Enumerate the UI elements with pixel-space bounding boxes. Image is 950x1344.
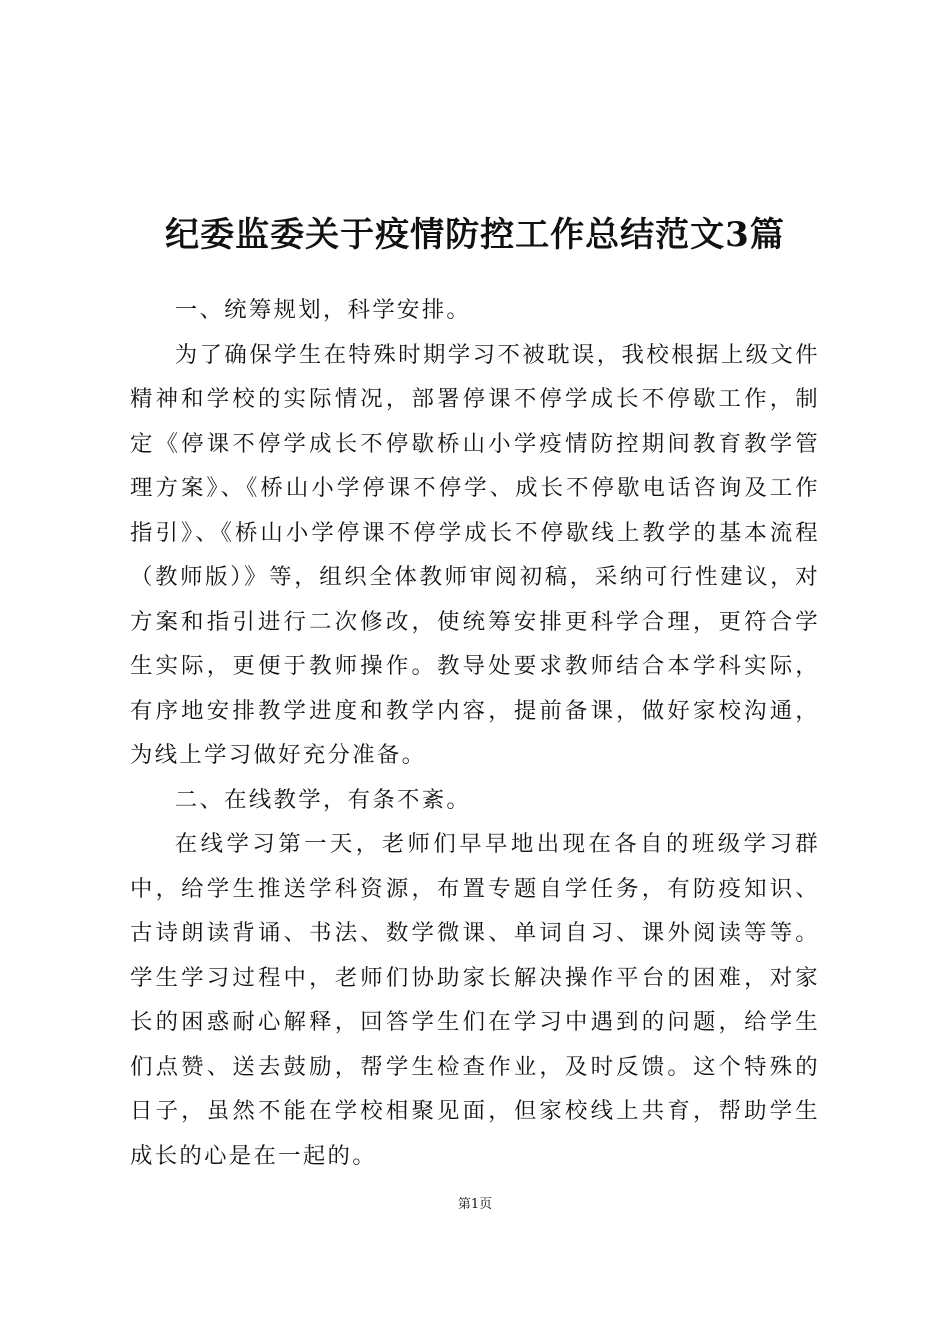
document-body	[130, 288, 820, 1178]
section-heading: 二、在线教学，有条不紊。	[174, 786, 472, 813]
body-paragraph: 为了确保学生在特殊时期学习不被耽误，我校根据上级文件精神和学校的实际情况，部署停课不停学成长不停歇工作，制定《停课不停学成长不停歇桥山小学疫情防控期间教育教学管理方案》、《桥山小学停课不停学、成长不停歇电话咨询及工作指引》、《桥山小学停课不停学成长不停歇线上教学的基本流程（教师版）》等，组织全体教师审阅初稿，采纳可行性建议，对方案和指引进行二次修改，使统筹安排更科学合理，更符合学生实际，更便于教师操作。教导处要求教师结合本学科实际，有序地安排教学进度和教学内容，提前备课，做好家校沟通，为线上学习做好充分准备。	[130, 341, 820, 768]
body-paragraph: 在线学习第一天，老师们早早地出现在各自的班级学习群中，给学生推送学科资源，布置专题自学任务，有防疫知识、古诗朗读背诵、书法、数学微课、单词自习、课外阅读等等。学生学习过程中，老师们协助家长解决操作平台的困难，对家长的困惑耐心解释，回答学生们在学习中遇到的问题，给学生们点赞、送去鼓励，帮学生检查作业，及时反馈。这个特殊的日子，虽然不能在学校相聚见面，但家校线上共育，帮助学生成长的心是在一起的。	[130, 831, 820, 1169]
document-title: 纪委监委关于疫情防控工作总结范文3篇	[165, 214, 785, 255]
page-number: 第1页	[457, 1197, 493, 1212]
section-heading: 一、统筹规划，科学安排。	[174, 297, 472, 323]
